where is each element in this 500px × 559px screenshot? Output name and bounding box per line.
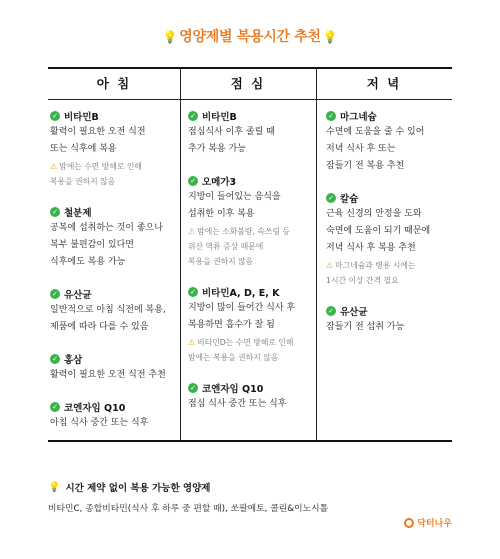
lightbulb-icon: 💡 bbox=[322, 30, 338, 44]
caution-note bbox=[326, 258, 452, 288]
description-line: 숙면에 도움이 되기 때문에 bbox=[326, 226, 431, 236]
supplement-name: 비타민B bbox=[202, 112, 237, 123]
supplement-description bbox=[50, 367, 178, 384]
supplement-description bbox=[188, 396, 314, 413]
description-line: 아침 식사 중간 또는 식후 bbox=[50, 418, 149, 428]
supplement-name: 홍삼 bbox=[64, 355, 83, 366]
caution-note bbox=[50, 159, 178, 189]
warning-icon: ⚠ bbox=[188, 338, 196, 347]
supplement-name: 유산균 bbox=[340, 307, 368, 318]
supplement-name: 비타민B bbox=[64, 112, 99, 123]
supplement-description bbox=[50, 415, 178, 432]
description-line: 잠들기 전 복용 추천 bbox=[326, 161, 405, 171]
footer-description: 비타민C, 종합비타민(식사 후 하루 중 편할 때), 쏘팔메토, 콜린&이노시톨 bbox=[48, 504, 329, 514]
column-lunch bbox=[188, 109, 314, 429]
check-circle-icon: ✓ bbox=[326, 193, 336, 203]
supplement-description bbox=[326, 206, 452, 257]
description-line: 공복에 섭취하는 것이 좋으나 bbox=[50, 223, 163, 233]
check-circle-icon: ✓ bbox=[188, 111, 198, 121]
supplement-item bbox=[50, 400, 178, 432]
description-line: 근육 신경의 안정을 도와 bbox=[326, 209, 422, 219]
supplement-name: 비타민A, D, E, K bbox=[202, 288, 280, 299]
check-circle-icon: ✓ bbox=[50, 207, 60, 217]
supplement-description bbox=[326, 124, 452, 175]
caution-note bbox=[188, 224, 314, 269]
caution-note bbox=[188, 335, 314, 365]
column-morning bbox=[50, 109, 178, 448]
description-line: 지방이 많이 들어간 식사 후 bbox=[188, 303, 296, 313]
description-line: 복용하면 흡수가 잘 됨 bbox=[188, 320, 275, 330]
supplement-name: 코엔자임 Q10 bbox=[202, 384, 264, 395]
supplement-description bbox=[188, 300, 314, 334]
check-circle-icon: ✓ bbox=[50, 402, 60, 412]
description-line: 섭취한 이후 복용 bbox=[188, 209, 255, 219]
description-line: 일반적으로 아침 식전에 복용, bbox=[50, 305, 166, 315]
supplement-description bbox=[188, 189, 314, 223]
supplement-description bbox=[326, 319, 452, 336]
note-line: 마그네슘과 병용 시에는 bbox=[335, 261, 416, 270]
note-line: 위산 역류 증상 때문에 bbox=[188, 242, 264, 251]
description-line: 활력이 필요한 오전 식전 bbox=[50, 127, 146, 137]
footer-note bbox=[48, 480, 452, 514]
supplement-name: 마그네슘 bbox=[340, 112, 377, 123]
column-header-morning: 아 침 bbox=[96, 76, 132, 91]
supplement-item bbox=[188, 285, 314, 365]
page-title bbox=[0, 26, 500, 46]
warning-icon: ⚠ bbox=[188, 227, 196, 236]
supplement-item bbox=[326, 109, 452, 175]
note-line: 비타민D는 수면 방해로 인해 bbox=[197, 338, 294, 347]
footer-title: 시간 제약 없이 복용 가능한 영양제 bbox=[65, 483, 211, 494]
note-line: 1시간 이상 간격 필요 bbox=[326, 276, 399, 285]
supplement-item bbox=[188, 109, 314, 158]
check-circle-icon: ✓ bbox=[50, 111, 60, 121]
supplement-item bbox=[326, 191, 452, 288]
supplement-item bbox=[188, 174, 314, 269]
note-line: 복용을 권하지 않음 bbox=[50, 177, 116, 186]
column-evening bbox=[326, 109, 452, 352]
schedule-table bbox=[48, 67, 452, 442]
check-circle-icon: ✓ bbox=[50, 289, 60, 299]
description-line: 추가 복용 가능 bbox=[188, 144, 246, 154]
warning-icon: ⚠ bbox=[50, 162, 58, 171]
column-divider bbox=[316, 69, 317, 440]
check-circle-icon: ✓ bbox=[50, 354, 60, 364]
check-circle-icon: ✓ bbox=[188, 287, 198, 297]
note-line: 밤에는 수면 방해로 인해 bbox=[59, 162, 142, 171]
lightbulb-icon: 💡 bbox=[48, 481, 61, 493]
header-divider bbox=[48, 99, 452, 100]
supplement-name: 칼슘 bbox=[340, 194, 359, 205]
supplement-item bbox=[50, 109, 178, 189]
brand-name: 닥터나우 bbox=[417, 519, 452, 529]
description-line: 수면에 도움을 줄 수 있어 bbox=[326, 127, 425, 137]
description-line: 또는 식후에 복용 bbox=[50, 144, 117, 154]
description-line: 저녁 식사 후 또는 bbox=[326, 144, 396, 154]
note-line: 밤에는 복용을 권하지 않음 bbox=[188, 353, 279, 362]
supplement-name: 코엔자임 Q10 bbox=[64, 403, 126, 414]
description-line: 활력이 필요한 오전 식전 추천 bbox=[50, 370, 166, 380]
column-header-evening: 저 녁 bbox=[366, 76, 402, 91]
supplement-description bbox=[50, 220, 178, 271]
supplement-item bbox=[50, 205, 178, 271]
description-line: 저녁 식사 후 복용 추천 bbox=[326, 243, 416, 253]
description-line: 점심 식사 중간 또는 식후 bbox=[188, 399, 287, 409]
column-header-lunch: 점 심 bbox=[230, 76, 266, 91]
supplement-name: 철분제 bbox=[64, 208, 92, 219]
note-line: 밤에는 소화불량, 속쓰림 등 bbox=[197, 227, 290, 236]
warning-icon: ⚠ bbox=[326, 261, 334, 270]
check-circle-icon: ✓ bbox=[326, 306, 336, 316]
supplement-item bbox=[50, 352, 178, 384]
brand-logo bbox=[404, 516, 452, 529]
column-divider bbox=[180, 69, 181, 440]
supplement-name: 오메가3 bbox=[202, 177, 237, 188]
description-line: 점심식사 이후 졸릴 때 bbox=[188, 127, 275, 137]
description-line: 지방이 들어있는 음식을 bbox=[188, 192, 281, 202]
supplement-description bbox=[50, 124, 178, 158]
brand-logo-icon bbox=[404, 518, 414, 528]
description-line: 식후에도 복용 가능 bbox=[50, 257, 126, 267]
supplement-name: 유산균 bbox=[64, 290, 92, 301]
note-line: 복용을 권하지 않음 bbox=[188, 257, 254, 266]
check-circle-icon: ✓ bbox=[188, 176, 198, 186]
supplement-description bbox=[188, 124, 314, 158]
supplement-item bbox=[326, 304, 452, 336]
description-line: 잠들기 전 섭취 가능 bbox=[326, 322, 405, 332]
check-circle-icon: ✓ bbox=[188, 383, 198, 393]
description-line: 제품에 따라 다를 수 있음 bbox=[50, 322, 149, 332]
supplement-description bbox=[50, 302, 178, 336]
supplement-item bbox=[50, 287, 178, 336]
page-title-text: 영양제별 복용시간 추천 bbox=[179, 29, 321, 45]
supplement-item bbox=[188, 381, 314, 413]
lightbulb-icon: 💡 bbox=[162, 30, 178, 44]
check-circle-icon: ✓ bbox=[326, 111, 336, 121]
description-line: 복부 불편감이 있다면 bbox=[50, 240, 134, 250]
